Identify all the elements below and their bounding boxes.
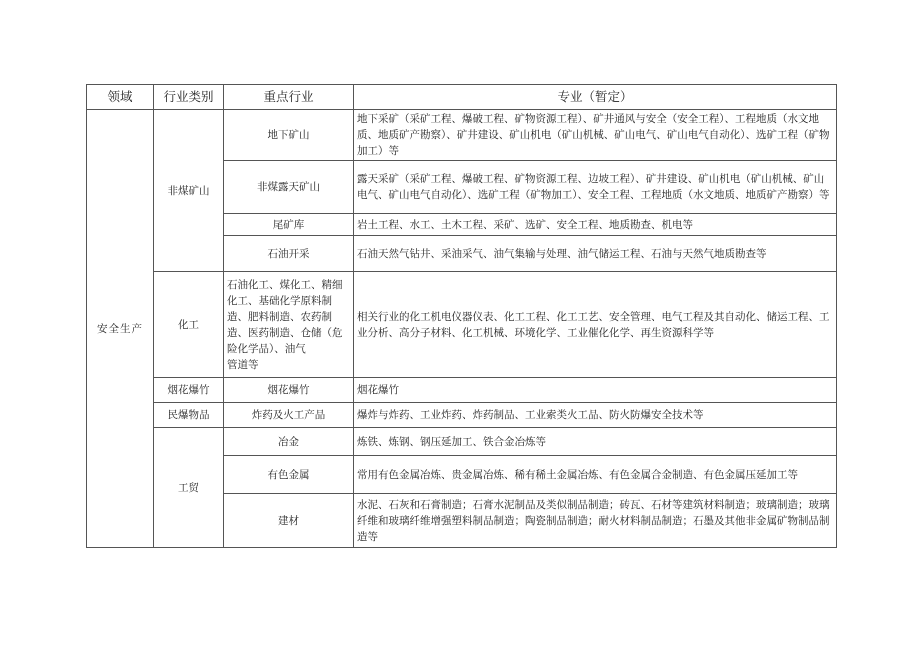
industry-cell: 地下矿山 [224,110,354,161]
industry-cell: 尾矿库 [224,214,354,236]
major-cell: 爆炸与炸药、工业炸药、炸药制品、工业索类火工品、防火防爆安全技术等 [354,403,837,428]
table-row [87,378,837,403]
table-row [87,428,837,456]
header-key-industry: 重点行业 [224,85,354,110]
category-cell: 民爆物品 [154,403,224,428]
major-cell: 相关行业的化工机电仪器仪表、化工工程、化工工艺、安全管理、电气工程及其自动化、储运工程、工业分析、高分子材料、化工机械、环境化学、工业催化化学、再生资源科学等 [354,272,837,378]
header-major: 专业（暂定） [354,85,837,110]
major-cell: 露天采矿（采矿工程、爆破工程、矿物资源工程、边坡工程）、矿井建设、矿山机电（矿山机械、矿山电气、矿山电气自动化）、选矿工程（矿物加工）、安全工程、工程地质（水文地质、地质矿产勘察）等 [354,161,837,214]
header-domain: 领域 [87,85,154,110]
major-cell: 地下采矿（采矿工程、爆破工程、矿物资源工程）、矿井通风与安全（安全工程）、工程地质（水文地质、地质矿产勘察）、矿井建设、矿山机电（矿山机械、矿山电气、矿山电气自动化）、选矿工程（矿物加工）等 [354,110,837,161]
industry-cell [224,272,354,378]
table-row [87,110,837,161]
category-cell: 工贸 [154,428,224,548]
industry-text: 管道等 [227,358,259,371]
major-cell: 石油天然气钻井、采油采气、油气集输与处理、油气储运工程、石油与天然气地质勘查等 [354,236,837,272]
major-cell: 岩土工程、水工、土木工程、采矿、选矿、安全工程、地质勘查、机电等 [354,214,837,236]
table-row [87,272,837,378]
major-cell: 常用有色金属冶炼、贵金属冶炼、稀有稀土金属冶炼、有色金属合金制造、有色金属压延加工等 [354,456,837,494]
header-category: 行业类别 [154,85,224,110]
domain-cell: 安全生产 [87,110,154,548]
table-header-row [87,85,837,110]
industry-cell: 非煤露天矿山 [224,161,354,214]
category-cell: 非煤矿山 [154,110,224,272]
major-cell: 炼铁、炼钢、钢压延加工、铁合金冶炼等 [354,428,837,456]
document-page [86,84,836,548]
major-cell: 烟花爆竹 [354,378,837,403]
industry-cell: 石油开采 [224,236,354,272]
industry-major-table [86,84,837,548]
industry-cell: 炸药及火工产品 [224,403,354,428]
industry-cell: 建材 [224,494,354,548]
table-row [87,403,837,428]
industry-text: 石油化工、煤化工、精细化工、基础化学原料制造、肥料制造、农药制造、医药制造、仓储（危险化学品）、油气 [227,278,343,355]
industry-cell: 有色金属 [224,456,354,494]
industry-cell: 烟花爆竹 [224,378,354,403]
category-cell: 烟花爆竹 [154,378,224,403]
major-cell: 水泥、石灰和石膏制造；石膏水泥制品及类似制品制造；砖瓦、石材等建筑材料制造；玻璃制造；玻璃纤维和玻璃纤维增强塑料制品制造；陶瓷制品制造；耐火材料制品制造；石墨及其他非金属矿物制品制造等 [354,494,837,548]
category-cell: 化工 [154,272,224,378]
industry-cell: 冶金 [224,428,354,456]
